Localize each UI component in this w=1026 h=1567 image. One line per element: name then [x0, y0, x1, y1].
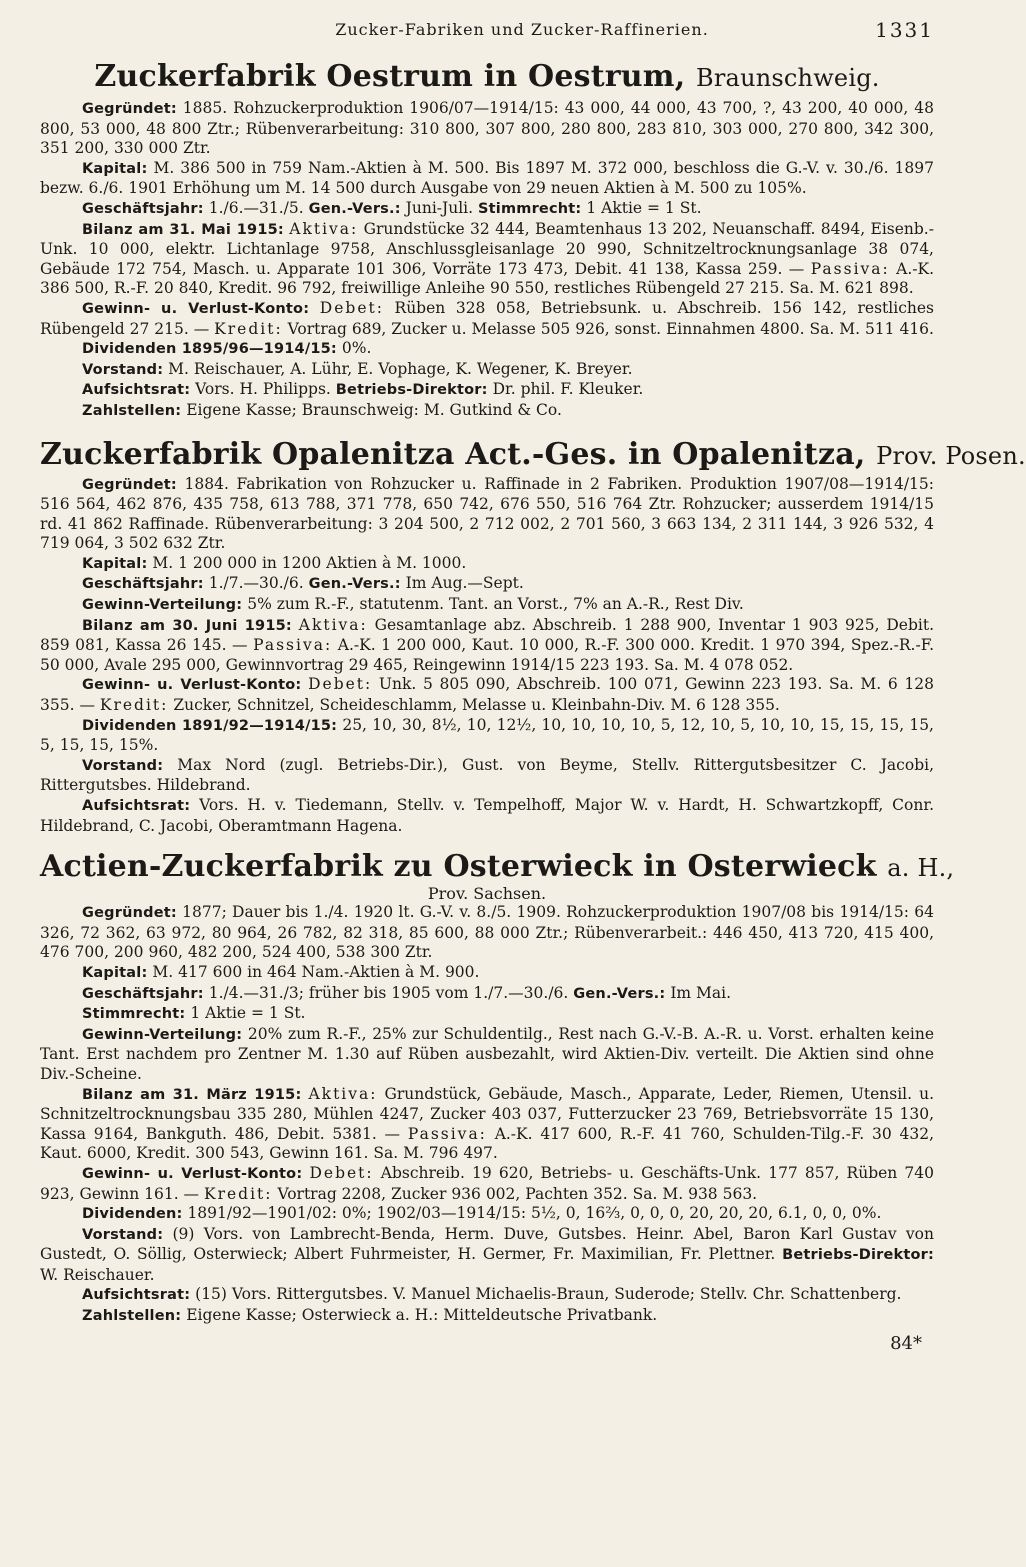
- section-board: Vorstand: M. Reischauer, A. Lühr, E. Vophage, K. Wegener, K. Breyer.: [82, 359, 633, 378]
- section-dividends: Dividenden 1891/92—1914/15: 25, 10, 30, 8½, 10, 12½, 10, 10, 10, 10, 5, 12, 10, 5, 10, 10, 15, 15, 15, 15, 5, 15, 15, 15%.: [40, 715, 934, 755]
- section-board: Vorstand: (9) Vors. von Lambrecht-Benda, Herm. Duve, Gutsbes. Heinr. Abel, Baron Karl Gustav von Gustedt, O. Söllig, Osterwieck; Albert Fuhrmeister, H. Germer, Fr. Maximilian, Fr. Plettner. Betriebs-Direktor: W. Reischauer.: [40, 1224, 934, 1284]
- section-fiscal-year: Geschäftsjahr: 1./6.—31./5. Gen.-Vers.: Juni-Juli. Stimmrecht: 1 Aktie = 1 St.: [82, 198, 702, 217]
- section-profit-distribution: Gewinn-Verteilung: 20% zum R.-F., 25% zur Schuldentilg., Rest nach G.-V.-B. A.-R. u. Vorst. erhalten keine Tant. Erst nachdem pro Zentner M. 1.30 auf Rüben ausbezahlt, wird Aktien-Div. verteilt. Die Aktien sind ohne Div.-Scheine.: [40, 1024, 934, 1083]
- company-heading: [40, 58, 934, 97]
- company-entry-osterwieck: [40, 848, 955, 1326]
- section-founded: Gegründet: 1885. Rohzuckerproduktion 1906/07—1914/15: 43 000, 44 000, 43 700, ?, 43 200, 40 000, 48 800, 53 000, 48 800 Ztr.; Rübenverarbeitung: 310 800, 307 800, 280 800, 283 810, 303 000, 270 800, 342 300, 351 200, 330 000 Ztr.: [40, 99, 934, 158]
- company-entry-opalenitza: [40, 436, 1026, 837]
- section-capital: Kapital: M. 386 500 in 759 Nam.-Aktien à M. 500. Bis 1897 M. 372 000, beschloss die G.-V. v. 30./6. 1897 bezw. 6./6. 1901 Erhöhung um M. 14 500 durch Ausgabe von 29 neuen Aktien à M. 500 zu 105%.: [40, 158, 934, 198]
- running-header-title: Zucker-Fabriken und Zucker-Raffinerien.: [335, 20, 709, 39]
- section-profit-loss: Gewinn- u. Verlust-Konto: Debet: Abschreib. 19 620, Betriebs- u. Geschäfts-Unk. 177 857, Rüben 740 923, Gewinn 161. — Kredit: Vortrag 2208, Zucker 936 002, Pachten 352. Sa. M. 938 563.: [40, 1163, 935, 1203]
- company-heading: [40, 436, 1026, 475]
- section-dividends: Dividenden: 1891/92—1901/02: 0%; 1902/03—1914/15: 5½, 0, 16⅔, 0, 0, 0, 20, 20, 20, 6.1, 0, 0, 0%.: [82, 1204, 882, 1223]
- section-profit-distribution: Gewinn-Verteilung: 5% zum R.-F., statutenm. Tant. an Vorst., 7% an A.-R., Rest Div.: [82, 595, 744, 614]
- section-board: Vorstand: Max Nord (zugl. Betriebs-Dir.), Gust. von Beyme, Stellv. Rittergutsbesitzer C. Jacobi, Rittergutsbes. Hildebrand.: [40, 755, 934, 795]
- section-profit-loss: Gewinn- u. Verlust-Konto: Debet: Rüben 328 058, Betriebsunk. u. Abschreib. 156 142, restliches Rübengeld 27 215. — Kredit: Vortrag 689, Zucker u. Melasse 505 926, sonst. Einnahmen 4800. Sa. M. 511 416.: [40, 298, 934, 338]
- company-name: Zuckerfabrik Oestrum in Oestrum,: [94, 59, 686, 94]
- section-supervisory-board: Aufsichtsrat: Vors. H. v. Tiedemann, Stellv. v. Tempelhoff, Major W. v. Hardt, H. Schwartzkopff, Conr. Hildebrand, C. Jacobi, Oberamtmann Hagena.: [40, 796, 934, 835]
- section-supervisory-board: Aufsichtsrat: (15) Vors. Rittergutsbes. V. Manuel Michaelis-Braun, Suderode; Stellv. Chr. Schattenberg.: [82, 1285, 902, 1304]
- section-balance: Bilanz am 30. Juni 1915: Aktiva: Gesamtanlage abz. Abschreib. 1 288 900, Inventar 1 903 925, Debit. 859 081, Kassa 26 145. — Passiva: A.-K. 1 200 000, Kaut. 10 000, R.-F. 300 000. Kredit. 1 970 394, Spez.-R.-F. 50 000, Avale 295 000, Gewinnvortrag 29 465, Reingewinn 1914/15 223 193. Sa. M. 4 078 052.: [40, 615, 934, 674]
- company-location: Prov. Posen.: [876, 441, 1026, 470]
- company-name: Actien-Zuckerfabrik zu Osterwieck in Osterwieck: [40, 849, 877, 885]
- company-location: Braunschweig.: [696, 64, 880, 92]
- section-paying-agents: Zahlstellen: Eigene Kasse; Braunschweig: M. Gutkind & Co.: [82, 400, 562, 419]
- running-header: [40, 14, 934, 58]
- company-name: Zuckerfabrik Opalenitza Act.-Ges. in Opalenitza,: [40, 436, 866, 472]
- company-entry-oestrum: [40, 58, 934, 422]
- signature-mark: 84*: [890, 1332, 922, 1354]
- section-founded: Gegründet: 1884. Fabrikation von Rohzucker u. Raffinade in 2 Fabriken. Produktion 1907/08—1914/15: 516 564, 462 876, 435 758, 613 788, 371 778, 650 742, 676 550, 516 764 Ztr. Rohzucker; ausserdem 1914/15 rd. 41 862 Raffinade. Rübenverarbeitung: 3 204 500, 2 712 002, 2 701 560, 3 663 134, 2 311 144, 3 926 532, 4 719 064, 3 502 632 Ztr.: [40, 474, 934, 553]
- section-supervisory-board: Aufsichtsrat: Vors. H. Philipps. Betriebs-Direktor: Dr. phil. F. Kleuker.: [82, 380, 644, 399]
- section-founded: Gegründet: 1877; Dauer bis 1./4. 1920 lt. G.-V. v. 8./5. 1909. Rohzuckerproduktion 1907/08 bis 1914/15: 64 326, 72 362, 63 972, 80 964, 26 782, 82 318, 85 600, 88 000 Ztr.; Rübenverarbeit.: 446 450, 413 720, 415 400, 476 700, 200 960, 482 200, 524 400, 538 300 Ztr.: [40, 903, 934, 962]
- section-profit-loss: Gewinn- u. Verlust-Konto: Debet: Unk. 5 805 090, Abschreib. 100 071, Gewinn 223 193. Sa. M. 6 128 355. — Kredit: Zucker, Schnitzel, Scheideschlamm, Melasse u. Kleinbahn-Div. M. 6 128 355.: [40, 675, 934, 715]
- section-capital: Kapital: M. 417 600 in 464 Nam.-Aktien à M. 900.: [82, 962, 480, 981]
- section-fiscal-year: Geschäftsjahr: 1./4.—31./3; früher bis 1905 vom 1./7.—30./6. Gen.-Vers.: Im Mai.: [82, 983, 732, 1002]
- section-fiscal-year: Geschäftsjahr: 1./7.—30./6. Gen.-Vers.: Im Aug.—Sept.: [82, 574, 524, 593]
- section-capital: Kapital: M. 1 200 000 in 1200 Aktien à M. 1000.: [82, 553, 467, 572]
- section-voting-right: Stimmrecht: 1 Aktie = 1 St.: [82, 1004, 306, 1023]
- section-paying-agents: Zahlstellen: Eigene Kasse; Osterwieck a. H.: Mitteldeutsche Privatbank.: [82, 1306, 658, 1325]
- section-balance: Bilanz am 31. Mai 1915: Aktiva: Grundstücke 32 444, Beamtenhaus 13 202, Neuanschaff. 8494, Eisenb.-Unk. 10 000, elektr. Lichtanlage 9758, Anschlussgleisanlage 20 990, Schnitzeltrocknungsanlage 38 074, Gebäude 172 754, Masch. u. Apparate 101 306, Vorräte 173 473, Debit. 41 138, Kassa 259. — Passiva: A.-K. 386 500, R.-F. 20 840, Kredit. 96 792, freiwillige Anleihe 90 550, restliches Rübengeld 27 215. Sa. M. 621 898.: [40, 219, 934, 298]
- section-dividends: Dividenden 1895/96—1914/15: 0%.: [82, 339, 372, 358]
- page-number: 1331: [875, 18, 934, 42]
- company-heading: [40, 848, 955, 887]
- company-location: a. H.,: [887, 854, 955, 883]
- section-balance: Bilanz am 31. März 1915: Aktiva: Grundstück, Gebäude, Masch., Apparate, Leder, Riemen, Utensil. u. Schnitzeltrocknungsbau 335 280, Mühlen 4247, Zucker 403 037, Futterzucker 23 769, Betriebsvorräte 15 130, Kassa 9164, Bankguth. 486, Debit. 5381. — Passiva: A.-K. 417 600, R.-F. 41 760, Schulden-Tilg.-F. 30 432, Kaut. 6000, Kredit. 300 543, Gewinn 161. Sa. M. 796 497.: [40, 1084, 934, 1163]
- company-sublocation: Prov. Sachsen.: [427, 884, 547, 904]
